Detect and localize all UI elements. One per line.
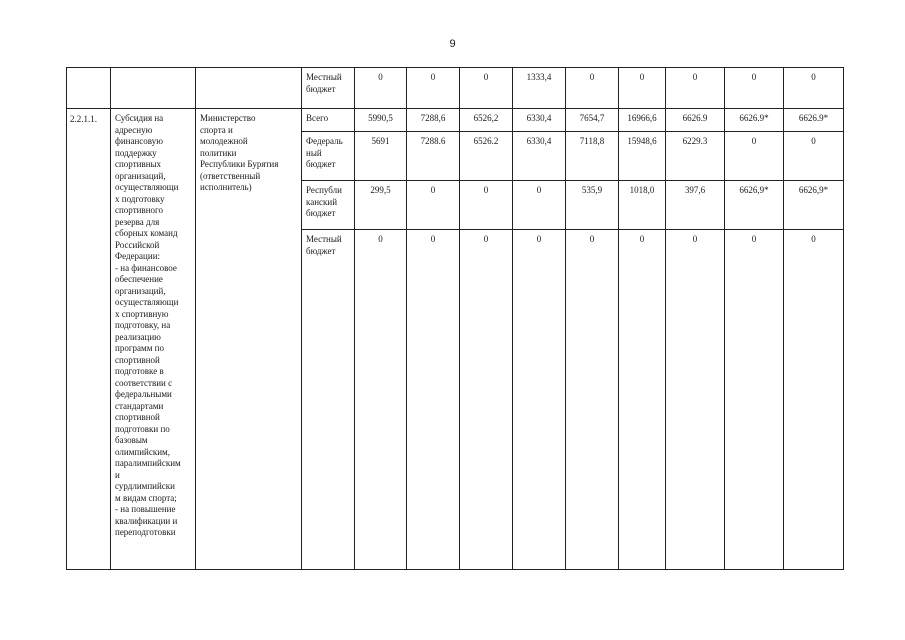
value-cell: 16966,6 bbox=[619, 109, 666, 132]
item-name-line: базовым bbox=[115, 435, 148, 445]
item-name-line: программ по bbox=[115, 343, 164, 353]
item-name-line: организаций, bbox=[115, 285, 166, 296]
value-cell: 6626,9* bbox=[784, 181, 844, 230]
value-cell: 0 bbox=[725, 68, 784, 109]
item-name-line: - на финансовое bbox=[115, 262, 177, 273]
value-cell: 6229.3 bbox=[666, 132, 725, 181]
value-cell: 5691 bbox=[355, 132, 407, 181]
item-name-line: соответствии с bbox=[115, 377, 173, 388]
name-cell bbox=[111, 68, 196, 109]
item-name bbox=[111, 109, 196, 570]
item-name-line: адресную bbox=[115, 124, 153, 135]
value-cell: 0 bbox=[407, 181, 460, 230]
source-cell bbox=[302, 109, 355, 132]
source-line: Республи bbox=[306, 185, 342, 195]
value-cell: 6526.2 bbox=[460, 132, 513, 181]
value-cell: 0 bbox=[619, 68, 666, 109]
item-executor-line: молодежной bbox=[200, 136, 248, 146]
value-cell: 7654,7 bbox=[566, 109, 619, 132]
item-name-line: спортивного bbox=[115, 205, 163, 215]
code-cell bbox=[67, 68, 111, 109]
item-name-line: Субсидия на bbox=[115, 113, 164, 123]
source-line: ный bbox=[306, 147, 322, 158]
value-cell: 7288.6 bbox=[407, 132, 460, 181]
item-code: 2.2.1.1. bbox=[67, 109, 111, 570]
item-name-line: осуществляющи bbox=[115, 182, 179, 192]
item-name-line: стандартами bbox=[115, 400, 164, 411]
item-name-line: сурдлимпийски bbox=[115, 481, 175, 491]
table-row bbox=[67, 109, 844, 132]
value-cell: 0 bbox=[784, 68, 844, 109]
source-cell bbox=[302, 181, 355, 230]
item-name-line: спортивной bbox=[115, 412, 160, 422]
value-cell: 0 bbox=[619, 230, 666, 570]
value-cell: 6330,4 bbox=[513, 132, 566, 181]
item-name-line: - на повышение bbox=[115, 504, 176, 514]
value-cell: 0 bbox=[513, 181, 566, 230]
item-name-line: м видам спорта; bbox=[115, 492, 177, 503]
value-cell: 5990,5 bbox=[355, 109, 407, 132]
value-cell: 0 bbox=[666, 68, 725, 109]
item-executor-line: Министерство bbox=[200, 113, 256, 123]
item-name-line: обеспечение bbox=[115, 274, 163, 284]
value-cell: 0 bbox=[407, 68, 460, 109]
value-cell: 0 bbox=[460, 181, 513, 230]
item-executor-line: Республики Бурятия bbox=[200, 159, 279, 169]
source-line: Всего bbox=[306, 113, 329, 123]
item-name-line: квалификации и bbox=[115, 515, 178, 526]
item-name-line: х подготовку bbox=[115, 193, 165, 204]
item-name-line: спортивных bbox=[115, 159, 162, 169]
source-line: канский bbox=[306, 196, 338, 207]
page-number: 9 bbox=[449, 38, 456, 50]
value-cell: 6330,4 bbox=[513, 109, 566, 132]
source-line: Местный bbox=[306, 234, 342, 244]
value-cell: 535,9 bbox=[566, 181, 619, 230]
item-name-line: резерва для bbox=[115, 216, 160, 227]
value-cell: 0 bbox=[355, 230, 407, 570]
value-cell: 0 bbox=[460, 230, 513, 570]
item-name-line: олимпийским, bbox=[115, 446, 170, 457]
executor-cell bbox=[196, 68, 302, 109]
item-name-line: Российской bbox=[115, 239, 160, 250]
source-cell: Местный бюджет bbox=[302, 68, 355, 109]
item-name-line: реализацию bbox=[115, 331, 161, 342]
source-cell bbox=[302, 230, 355, 570]
value-cell: 6526,2 bbox=[460, 109, 513, 132]
item-name-line: х спортивную bbox=[115, 308, 169, 319]
item-name-line: подготовку, на bbox=[115, 320, 171, 330]
value-cell: 0 bbox=[566, 68, 619, 109]
value-cell: 0 bbox=[460, 68, 513, 109]
value-cell: 6626.9* bbox=[784, 109, 844, 132]
item-executor-line: политики bbox=[200, 147, 237, 158]
value-cell: 7118,8 bbox=[566, 132, 619, 181]
item-name-line: осуществляющи bbox=[115, 297, 179, 307]
item-name-line: федеральными bbox=[115, 389, 172, 399]
value-cell: 0 bbox=[784, 230, 844, 570]
value-cell: 6626.9* bbox=[725, 109, 784, 132]
value-cell: 0 bbox=[725, 230, 784, 570]
value-cell: 0 bbox=[666, 230, 725, 570]
item-name-line: Федерации: bbox=[115, 251, 161, 261]
item-name-line: подготовке в bbox=[115, 366, 164, 376]
item-name-line: паралимпийским bbox=[115, 458, 181, 468]
value-cell: 1333,4 bbox=[513, 68, 566, 109]
item-name-line: и bbox=[115, 469, 120, 480]
item-name-line: финансовую bbox=[115, 136, 163, 146]
item-name-line: организаций, bbox=[115, 170, 166, 181]
item-name-line: сборных команд bbox=[115, 228, 178, 238]
item-executor bbox=[196, 109, 302, 570]
value-cell: 7288,6 bbox=[407, 109, 460, 132]
value-cell: 15948,6 bbox=[619, 132, 666, 181]
value-cell: 6626.9 bbox=[666, 109, 725, 132]
value-cell: 0 bbox=[407, 230, 460, 570]
value-cell: 397,6 bbox=[666, 181, 725, 230]
value-cell: 0 bbox=[784, 132, 844, 181]
source-cell bbox=[302, 132, 355, 181]
item-executor-line: (ответственный bbox=[200, 170, 261, 181]
value-cell: 6626,9* bbox=[725, 181, 784, 230]
table-row bbox=[67, 68, 844, 109]
value-cell: 0 bbox=[725, 132, 784, 181]
item-name-line: спортивной bbox=[115, 354, 160, 365]
source-line: бюджет bbox=[306, 208, 336, 218]
value-cell: 0 bbox=[355, 68, 407, 109]
source-line: бюджет bbox=[306, 159, 336, 169]
item-name-line: переподготовки bbox=[115, 527, 176, 537]
item-name-line: подготовки по bbox=[115, 423, 170, 434]
item-executor-line: исполнитель) bbox=[200, 182, 252, 192]
item-executor-line: спорта и bbox=[200, 124, 233, 135]
value-cell: 299,5 bbox=[355, 181, 407, 230]
value-cell: 0 bbox=[513, 230, 566, 570]
item-name-line: поддержку bbox=[115, 147, 157, 158]
source-line: бюджет bbox=[306, 245, 336, 256]
source-line: Федераль bbox=[306, 136, 343, 146]
budget-table bbox=[66, 67, 844, 570]
value-cell: 1018,0 bbox=[619, 181, 666, 230]
value-cell: 0 bbox=[566, 230, 619, 570]
